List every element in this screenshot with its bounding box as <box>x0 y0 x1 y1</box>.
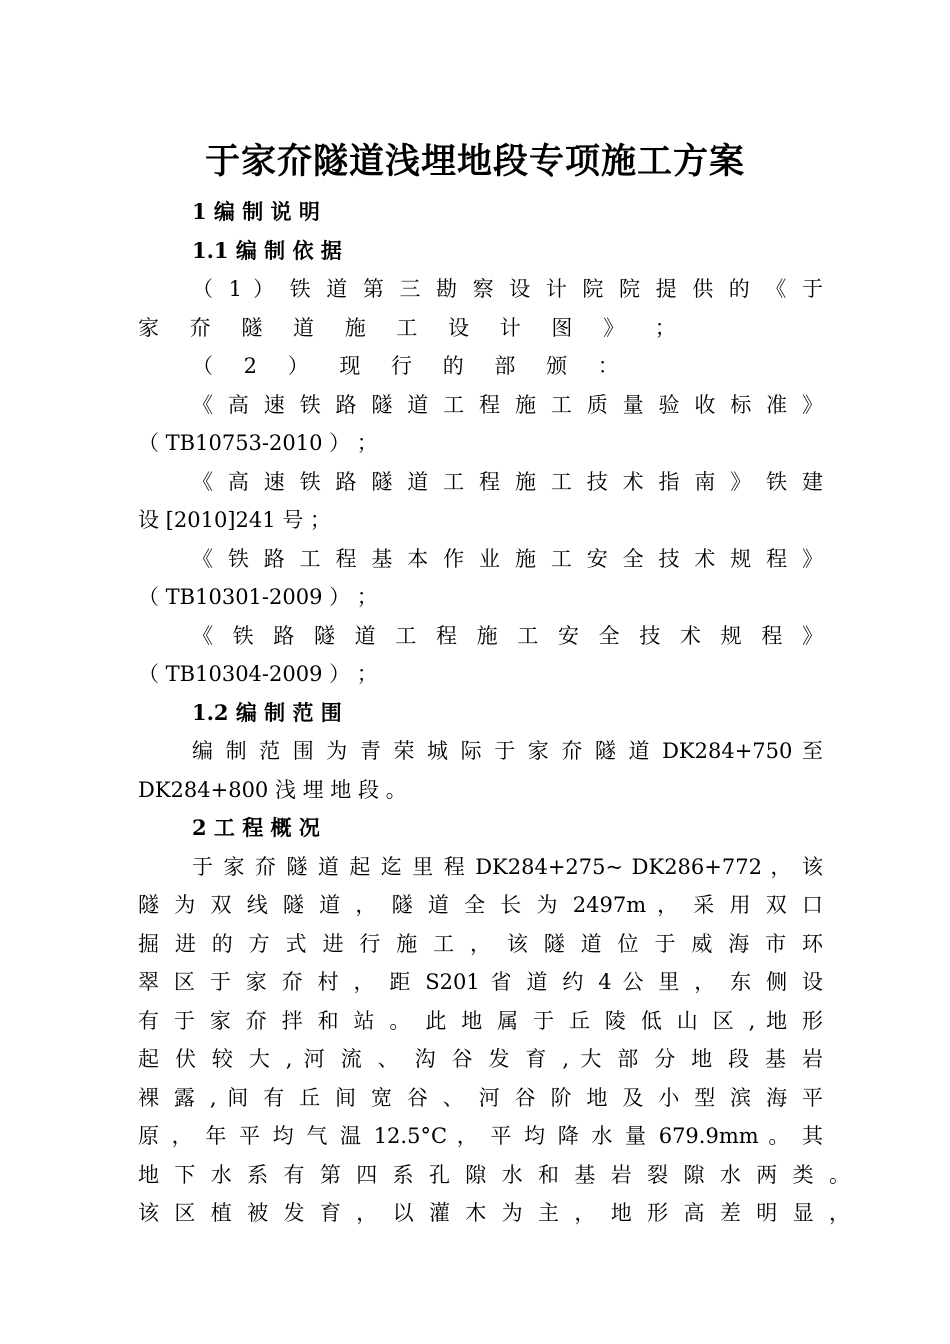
overview-line: 有 于 家 夼 拌 和 站 。 此 地 属 于 丘 陵 低 山 区 , 地 形 <box>138 1009 823 1033</box>
standard-4-line-1: 《 铁 路 隧 道 工 程 施 工 安 全 技 术 规 程 》 <box>192 624 823 648</box>
overview-line: 该 区 植 被 发 育 ， 以 灌 木 为 主 ， 地 形 高 差 明 显 ， <box>138 1201 850 1225</box>
standard-1-line-2: （ TB10753-2010 ） ； <box>138 431 378 455</box>
overview-line: 于 家 夼 隧 道 起 迄 里 程 DK284+275~ DK286+772 ， 该 <box>192 855 823 879</box>
overview-line: 翠 区 于 家 夼 村 ， 距 S201 省 道 约 4 公 里 ， 东 侧 设 <box>138 970 823 994</box>
basis-item-1-line-2: 家 夼 隧 道 施 工 设 计 图 》 ； <box>138 316 688 340</box>
section-1-2-heading: 1.2 编 制 范 围 <box>192 700 342 725</box>
standard-2-line-2: 设 [2010]241 号 ； <box>138 508 331 532</box>
overview-line: 原 ， 年 平 均 气 温 12.5°C ， 平 均 降 水 量 679.9mm 。 其 <box>138 1124 823 1148</box>
scope-line-1: 编 制 范 围 为 青 荣 城 际 于 家 夼 隧 道 DK284+750 至 <box>192 739 823 763</box>
section-1-1-heading: 1.1 编 制 依 据 <box>192 238 342 263</box>
overview-line: 地 下 水 系 有 第 四 系 孔 隙 水 和 基 岩 裂 隙 水 两 类 。 <box>138 1163 850 1187</box>
document-title: 于家夼隧道浅埋地段专项施工方案 <box>204 141 745 182</box>
basis-item-1-line-1: （ 1 ） 铁 道 第 三 勘 察 设 计 院 院 提 供 的 《 于 <box>192 277 823 301</box>
standard-1-line-1: 《 高 速 铁 路 隧 道 工 程 施 工 质 量 验 收 标 准 》 <box>192 393 823 417</box>
standard-4-line-2: （ TB10304-2009 ） ； <box>138 662 378 686</box>
overview-line: 起 伏 较 大 , 河 流 、 沟 谷 发 育 , 大 部 分 地 段 基 岩 <box>138 1047 823 1071</box>
standard-3-line-1: 《 铁 路 工 程 基 本 作 业 施 工 安 全 技 术 规 程 》 <box>192 547 823 571</box>
standard-2-line-1: 《 高 速 铁 路 隧 道 工 程 施 工 技 术 指 南 》 铁 建 <box>192 470 823 494</box>
section-2-heading: 2 工 程 概 况 <box>192 815 320 840</box>
overview-line: 裸 露 , 间 有 丘 间 宽 谷 、 河 谷 阶 地 及 小 型 滨 海 平 <box>138 1086 823 1110</box>
scope-line-2: DK284+800 浅 埋 地 段 。 <box>138 778 407 802</box>
overview-line: 掘 进 的 方 式 进 行 施 工 ， 该 隧 道 位 于 威 海 市 环 <box>138 932 823 956</box>
standard-3-line-2: （ TB10301-2009 ） ； <box>138 585 378 609</box>
basis-item-2: （ 2 ） 现 行 的 部 颁 ： <box>192 354 631 378</box>
overview-line: 隧 为 双 线 隧 道 ， 隧 道 全 长 为 2497m ， 采 用 双 口 <box>138 893 823 917</box>
section-1-heading: 1 编 制 说 明 <box>192 199 320 224</box>
